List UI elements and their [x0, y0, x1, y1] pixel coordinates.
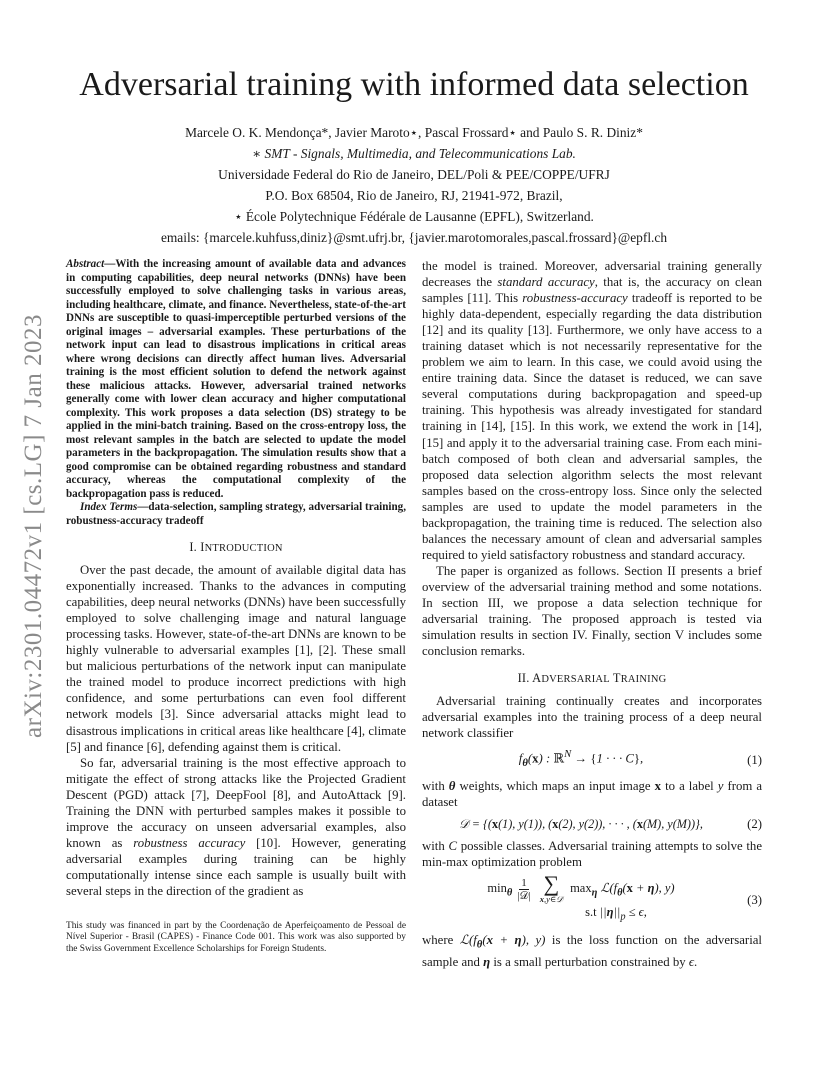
abstract-label: Abstract: [66, 258, 105, 270]
affiliation-lab: ∗ SMT - Signals, Multimedia, and Telecommunications Lab.: [252, 146, 576, 161]
right-paragraph-1: the model is trained. Moreover, adversarial training generally decreases the standard accuracy, that is, the accuracy on clean samples [11]. This robustness-accuracy tradeoff is reported to be highly data-dependent, especially regarding the data distribution [12] and its quality [13]. Furthermore, we only have access to a training dataset which is not necessarily representative for the problem we aim to learn. In this case, we could avoid using the entire training data. Since the dataset is reduced, we can save several computations during backpropagation and speed-up training. This hypothesis was already investigated for standard training in [14], [15]. In this work, we extend the work in [14], [15] and apply it to the adversarial training case. From each mini-batch composed of both clean and adversarial samples, the proposed data selection algorithm selects the most relevant samples based on the cross-entropy loss. Since only the selected samples are used to update the model parameters in the backpropagation, the training time is reduced. The selection also balances the necessary amount of clean and adversarial samples required to yield satisfactory robustness and standard accuracy.: [422, 259, 762, 562]
affiliation-address: P.O. Box 68504, Rio de Janeiro, RJ, 21941-972, Brazil,: [265, 188, 563, 203]
adv-paragraph-2: with θ weights, which maps an input image x to a label y from a dataset: [422, 779, 763, 810]
abstract: [66, 258, 406, 501]
left-column: [66, 258, 406, 899]
adv-paragraph-1: Adversarial training continually creates and incorporates adversarial examples into the training process of a deep neural network classifier: [422, 694, 762, 741]
arxiv-stamp: arXiv:2301.04472v1 [cs.LG] 7 Jan 2023: [20, 314, 47, 738]
equation-number: (2): [747, 817, 762, 832]
equation-number: (3): [747, 893, 762, 908]
index-terms-label: Index Terms: [80, 501, 138, 513]
index-terms: [66, 501, 406, 528]
paper-title: Adversarial training with informed data selection: [79, 66, 749, 103]
section-heading-adversarial-training: II. ADVERSARIAL TRAINING: [517, 671, 667, 686]
intro-paragraph-1: Over the past decade, the amount of available digital data has exponentially increased. Thanks to the advances in computing capabilities, deep neural networks (DNNs) have been successfully employed to solve challenging image and natural language processing tasks. However, state-of-the-art DNNs are known to be highly vulnerable to adversarial examples [1], [2]. These small but malicious perturbations of the network input can manipulate the trained model to produce incorrect predictions with high confidence, and some perturbations can even fool different network models [3]. Since adversarial attacks might lead to disastrous implications in critical areas like healthcare [4], climate [5] and finance [6], defending against them is critical.: [66, 563, 406, 754]
affiliation-epfl: ⋆ École Polytechnique Fédérale de Lausanne (EPFL), Switzerland.: [234, 209, 594, 224]
author-block: [40, 122, 788, 248]
section-heading-introduction: I. INTRODUCTION: [189, 540, 283, 554]
equation-3: $\min_\theta$ $\frac{1}{\text{|𝒟|}}$ ∑ x,y∈𝒟 $\max_\eta$ $ℒ(f_\theta(x + \eta)$, y) s.t $||\eta||_p \le \epsilon$, (3): [487, 871, 762, 923]
equation-1: $f_\theta(x)$ : ℝ$^N$ → {1 · · · C}, (1): [518, 749, 762, 770]
equation-number: (1): [747, 752, 762, 767]
right-column: [422, 258, 762, 970]
author-emails: emails: {marcele.kuhfuss,diniz}@smt.ufrj.br, {javier.marotomorales,pascal.frossard}@epfl.ch: [160, 230, 668, 245]
index-terms-text: —data-selection, sampling strategy, adversarial training, robustness-accuracy tradeoff: [66, 501, 407, 527]
affiliation-university: Universidade Federal do Rio de Janeiro, DEL/Poli & PEE/COPPE/UFRJ: [218, 167, 610, 182]
right-paragraph-2: The paper is organized as follows. Section II presents a brief overview of the adversarial training method and some notations. In section III, we propose a data selection technique for adversarial training. The proposed approach is tested via simulation results in section IV. Finally, section V includes some conclusion remarks.: [422, 563, 762, 659]
adv-paragraph-4: where $ℒ(f_\theta(x + \eta)$, y) is the loss function on the adversarial sample and η is a small perturbation constrained by ϵ.: [422, 932, 762, 969]
adv-paragraph-3: with C possible classes. Adversarial training attempts to solve the min-max optimization problem: [422, 839, 762, 870]
author-names: Marcele O. K. Mendonça*, Javier Maroto⋆, Pascal Frossard⋆ and Paulo S. R. Diniz*: [185, 125, 643, 140]
intro-paragraph-2: So far, adversarial training is the most effective approach to mitigate the effect of strong attacks like the Projected Gradient Descent (PGD) attack [7], DeepFool [8], and AutoAttack [9]. Training the DNN with perturbed samples makes it possible to improve the accuracy on unseen adversarial examples, also known as robustness accuracy [10]. However, generating adversarial examples during training can be highly computationally intense since each sample is usually built with several steps in the direction of the gradient as: [66, 755, 406, 898]
equation-2: 𝒟 = {(x(1), y(1)), (x(2), y(2)), · · · , (x(M), y(M))}, (2): [459, 817, 762, 832]
abstract-text: —With the increasing amount of available data and advances in computing capabilities, deep neural networks (DNNs) have been successfully employed to solve challenging tasks in various areas, including healthcare, climate, and finance. Nevertheless, state-of-the-art DNNs are susceptible to quasi-imperceptible perturbed versions of the original images – adversarial examples. These perturbations of the network input can lead to disastrous implications in critical areas where wrong decisions can directly affect human lives. Adversarial training is the most efficient solution to defend the network against these malicious attacks. However, adversarial trained networks generally come with lower clean accuracy and higher computational complexity. This work proposes a data selection (DS) strategy to be applied in the mini-batch training. Based on the cross-entropy loss, the most relevant samples in the batch are selected to update the model parameters in the backpropagation. The simulation results show that a good compromise can be obtained regarding robustness and standard accuracy, whereas the computational complexity of the backpropagation pass is reduced.: [66, 258, 406, 500]
footnote-funding: This study was financed in part by the Coordenação de Aperfeiçoamento de Pessoal de Nível Superior - Brasil (CAPES) - Finance Code 001. This work was also supported by the Swiss Government Excellence Scholarships for Foreign Students.: [66, 921, 406, 954]
